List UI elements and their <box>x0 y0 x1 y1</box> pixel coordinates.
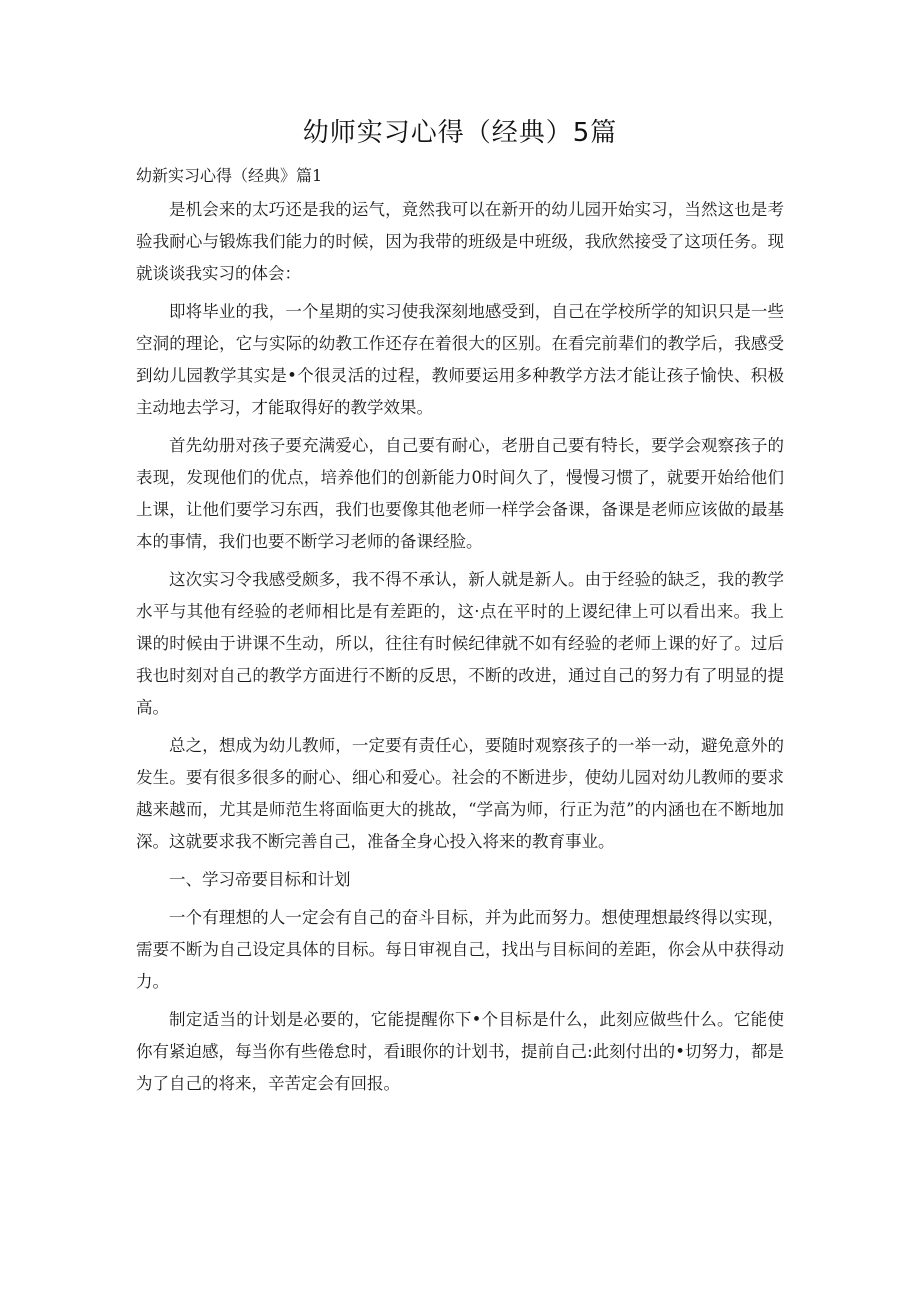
paragraph: 这次实习令我感受颇多，我不得不承认，新人就是新人。由于经验的缺乏，我的教学水平与其他有经验的老师相比是有差距的，这·点在平时的上谡纪律上可以看出来。我上课的时候由于讲课不生动，所以，往往有时候纪律就不如有经验的老师上课的好了。过后我也时刻对自己的教学方面进行不断的反思，不断的改进，通过自己的努力有了明显的提高。 <box>136 570 784 717</box>
paragraph: 首先幼册对孩子要充满爱心，自己要有耐心，老册自己要有特长，要学会观察孩子的表现，发现他们的优点，培养他们的创新能力0时间久了，慢慢习惯了，就要开始给他们上课，让他们要学习东西，我们也要像其他老师一样学会备课，备课是老师应该做的最基本的事情，我们也要不断学习老师的备课经脸。 <box>136 436 784 551</box>
document-title: 幼师实习心得（经典）5篇 <box>302 118 618 148</box>
paragraph: 一个有理想的人一定会有自己的奋斗目标，并为此而努力。想使理想最终得以实现，需要不断为自己设定具体的目标。每日审视自己，找出与目标间的差距，你会从中获得动力。 <box>136 908 784 991</box>
section-heading: 一、学习帝要目标和计划 <box>169 870 351 889</box>
paragraph: 是机会来的太巧还是我的运气，竟然我可以在新开的幼儿园开始实习，当然这也是考验我耐心与锻炼我们能力的时候，因为我带的班级是中班级，我欣然接受了这项任务。现就谈谈我实习的体会： <box>136 200 784 283</box>
document-body <box>136 160 784 1106</box>
paragraph: 制定适当的计划是必要的，它能提醒你下•个目标是什么，此刻应做些什么。它能使你有紧迫感，每当你有些倦怠时，看i眼你的计划书，提前自己:此刻付出的•切努力，都是为了自己的将来，辛苦定会有回报。 <box>136 1010 784 1093</box>
paragraph: 即将毕业的我，一个星期的实习使我深刻地感受到，自己在学校所学的知识只是一些空洞的理论，它与实际的幼教工作还存在着很大的区别。在看完前辈们的教学后，我感受到幼儿园教学其实是•个很灵活的过程，教师要运用多种教学方法才能让孩子愉快、积极主动地去学习，才能取得好的教学效果。 <box>136 302 784 417</box>
paragraph: 总之，想成为幼儿教师，一定要有责任心，要随时观察孩子的一举一动，避免意外的发生。要有很多很多的耐心、细心和爱心。社会的不断进步，使幼儿园对幼儿教师的要求越来越而，尤其是师范生将面临更大的挑故，“学高为师，行正为范”的内涵也在不断地加深。这就要求我不断完善自己，准备全身心投入将来的教育事业。 <box>136 736 784 851</box>
article-subtitle: 幼新实习心得（经典》篇1 <box>136 166 323 185</box>
